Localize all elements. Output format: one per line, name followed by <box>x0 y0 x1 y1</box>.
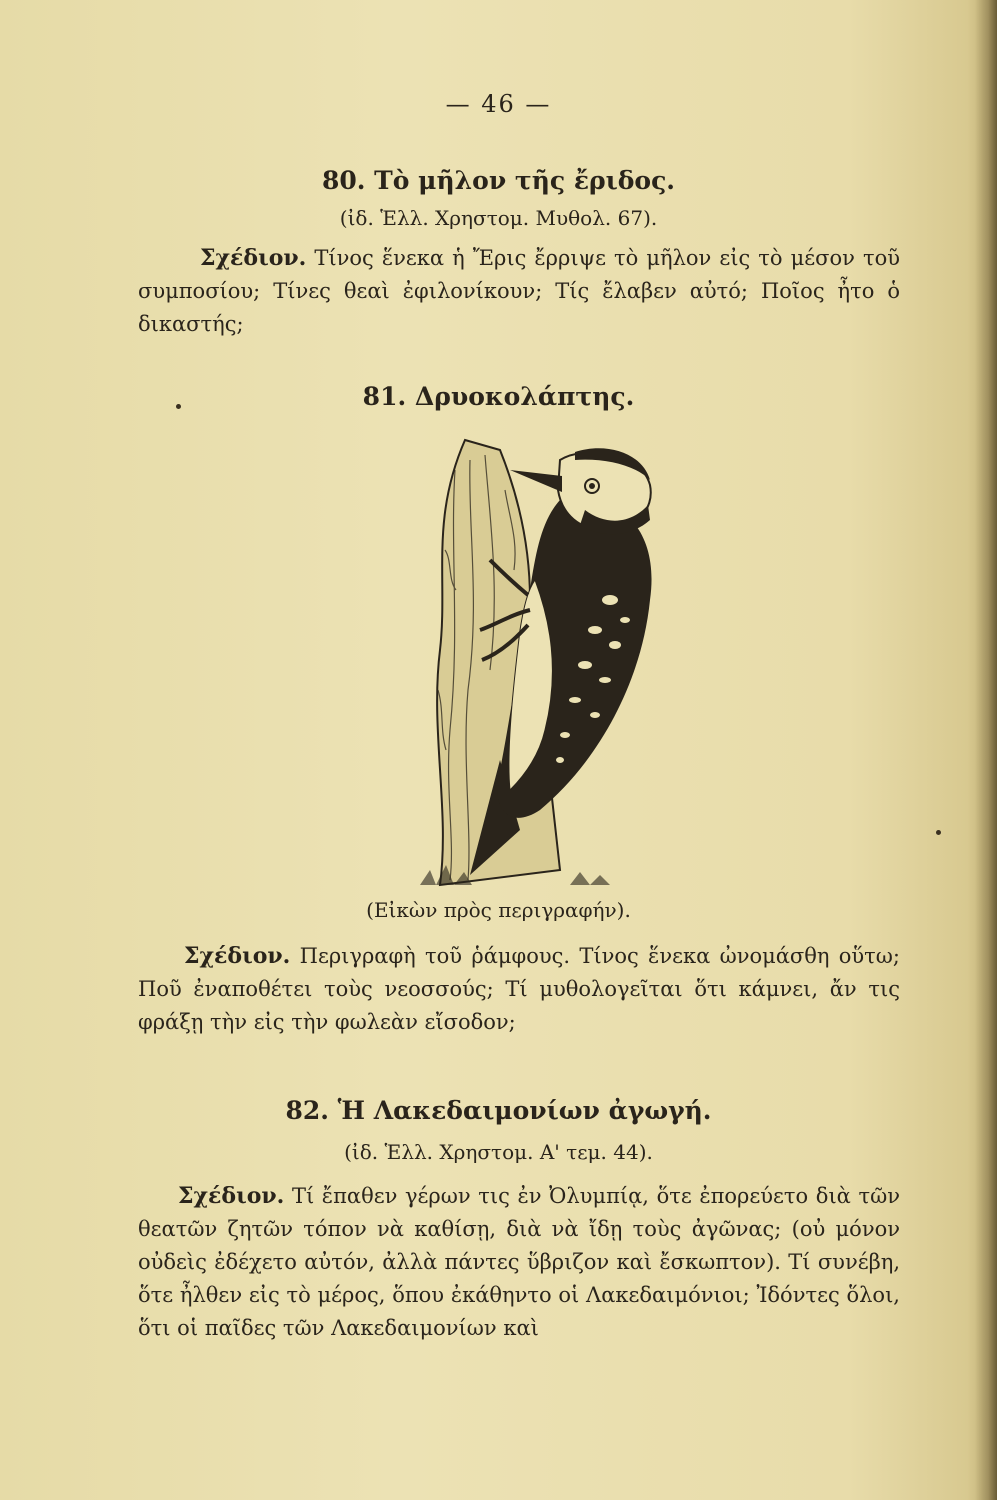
page-number: — 46 — <box>445 90 552 118</box>
section-80-text: Τίνος ἕνεκα ἡ Ἔρις ἔρριψε τὸ μῆλον εἰς τὸ μέσον τοῦ συμποσίου; Τίνες θεαὶ ἐφιλονίκουν; Τίς ἔλαβεν αὐτό; Ποῖος ἦτο ὁ δικαστής; <box>138 246 900 336</box>
section-82-heading: 82. Ἡ Λακεδαιμονίων ἀγωγή. <box>285 1096 712 1125</box>
section-80-paragraph <box>138 242 900 341</box>
stray-mark <box>936 830 941 835</box>
section-81-lead: Σχέδιον. <box>184 943 291 969</box>
section-81-heading: 81. Δρυοκολάπτης. <box>362 382 635 411</box>
section-80-lead: Σχέδιον. <box>200 245 307 271</box>
section-80-heading: 80. Τὸ μῆλον τῆς ἔριδος. <box>321 166 676 195</box>
section-82-reference: (ἰδ. Ἑλλ. Χρηστομ. Α' τεμ. 44). <box>344 1140 653 1164</box>
section-81-paragraph <box>138 940 900 1039</box>
stray-mark <box>176 404 181 409</box>
section-82-lead: Σχέδιον. <box>178 1183 285 1209</box>
section-80-reference: (ἰδ. Ἑλλ. Χρηστομ. Μυθολ. 67). <box>339 206 658 230</box>
woodpecker-illustration-icon <box>410 430 670 890</box>
section-82-paragraph <box>138 1180 900 1345</box>
section-81-text: Περιγραφὴ τοῦ ῥάμφους. Τίνος ἕνεκα ὠνομάσθη οὕτω; Ποῦ ἐναποθέτει τοὺς νεοσσούς; Τί μυθολογεῖται ὅτι κάμνει, ἄν τις φράξῃ τὴν εἰς τὴν φωλεὰν εἴσοδον; <box>138 944 900 1034</box>
figure-caption: (Εἰκὼν πρὸς περιγραφήν). <box>366 898 631 922</box>
section-82-text: Τί ἔπαθεν γέρων τις ἐν Ὀλυμπίᾳ, ὅτε ἐπορεύετο διὰ τῶν θεατῶν ζητῶν τόπον νὰ καθίσῃ, διὰ νὰ ἴδῃ τοὺς ἀγῶνας; (οὐ μόνον οὐδεὶς ἐδέχετο αὐτόν, ἀλλὰ πάντες ὕβριζον καὶ ἔσκωπτον). Τί συνέβη, ὅτε ἦλθεν εἰς τὸ μέρος, ὅπου ἐκάθηντο οἱ Λακεδαιμόνιοι; Ἰδόντες ὅλοι, ὅτι οἱ παῖδες τῶν Λακεδαιμονίων καὶ <box>138 1184 900 1340</box>
